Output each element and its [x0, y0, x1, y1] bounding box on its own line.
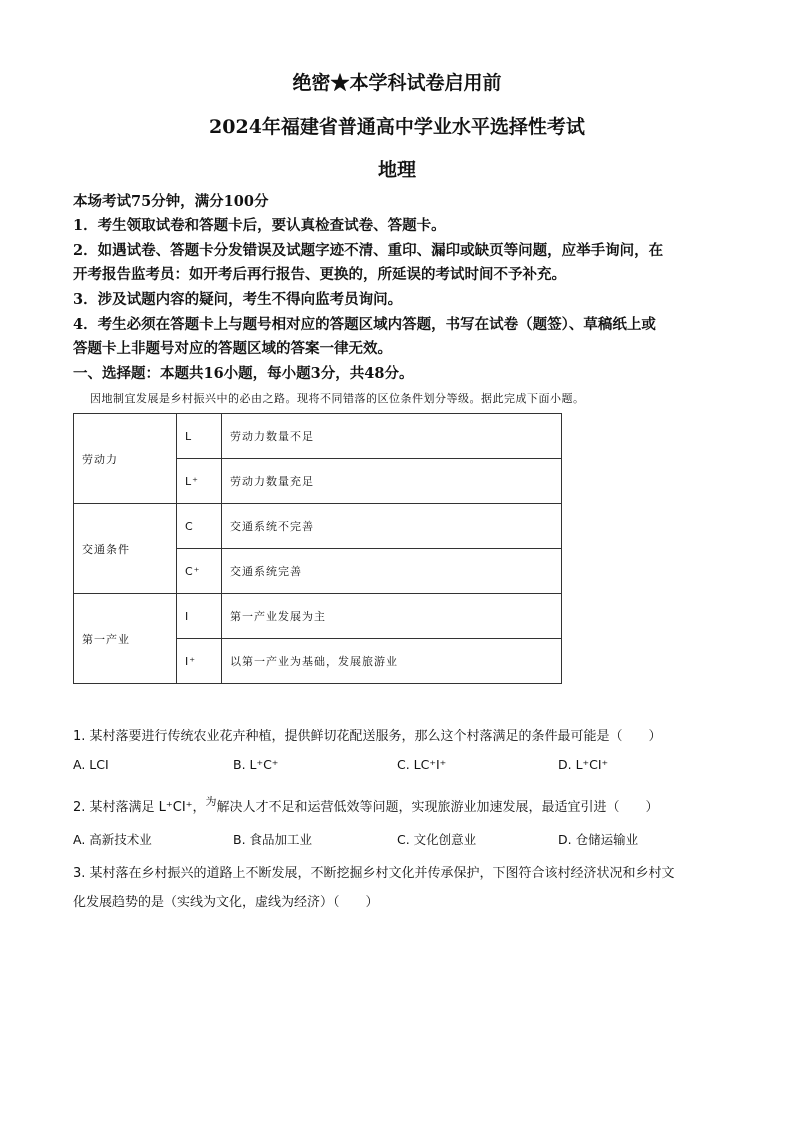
- q2-option-d: D. 仓储运输业: [558, 832, 639, 847]
- location-condition-table: [73, 413, 562, 684]
- question-2-text: [73, 796, 659, 815]
- category-transport: 交通条件: [74, 504, 177, 594]
- exam-duration: 本场考试75分钟，满分100分: [73, 193, 269, 210]
- code-cell: L⁺: [177, 459, 222, 504]
- desc-cell: 劳动力数量充足: [222, 459, 562, 504]
- desc-cell: 交通系统不完善: [222, 504, 562, 549]
- instruction-3: 3．涉及试题内容的疑问，考生不得向监考员询问。: [73, 291, 403, 308]
- table-row: [74, 594, 562, 639]
- section-title: 一、选择题：本题共16小题，每小题3分，共48分。: [73, 365, 414, 382]
- code-cell: I: [177, 594, 222, 639]
- q1-option-a: A. LCI: [73, 757, 109, 772]
- confidential-label: 绝密★本学科试卷启用前: [292, 72, 502, 94]
- q1-option-d: D. L⁺CI⁺: [558, 757, 609, 772]
- q1-option-c: C. LC⁺I⁺: [397, 757, 447, 772]
- code-cell: I⁺: [177, 639, 222, 684]
- q2-option-a: A. 高新技术业: [73, 832, 152, 847]
- q2-option-b: B. 食品加工业: [233, 832, 313, 847]
- q2-raised-char: 为: [205, 795, 217, 808]
- instruction-2b: 开考报告监考员：如开考后再行报告、更换的，所延误的考试时间不予补充。: [73, 266, 566, 283]
- subject-title: 地理: [377, 159, 416, 181]
- code-cell: C: [177, 504, 222, 549]
- instruction-1: 1．考生领取试卷和答题卡后，要认真检查试卷、答题卡。: [73, 217, 446, 234]
- table-row: [74, 414, 562, 459]
- question-1-text: 1. 某村落要进行传统农业花卉种植，提供鲜切花配送服务，那么这个村落满足的条件最可能是（ ）: [73, 729, 662, 744]
- exam-title: 2024年福建省普通高中学业水平选择性考试: [209, 116, 585, 138]
- question-intro: 因地制宜发展是乡村振兴中的必由之路。现将不同错落的区位条件划分等级。据此完成下面小题。: [90, 392, 585, 405]
- category-labor: 劳动力: [74, 414, 177, 504]
- desc-cell: 以第一产业为基础，发展旅游业: [222, 639, 562, 684]
- question-3-text-b: 化发展趋势的是（实线为文化，虚线为经济）（ ）: [73, 895, 379, 910]
- instruction-4a: 4．考生必须在答题卡上与题号相对应的答题区域内答题，书写在试卷（题签）、草稿纸上或: [73, 316, 656, 333]
- code-cell: L: [177, 414, 222, 459]
- q2-option-c: C. 文化创意业: [397, 832, 477, 847]
- category-primary-industry: 第一产业: [74, 594, 177, 684]
- q2-text-part-b: 解决人才不足和运营低效等问题，实现旅游业加速发展，最适宜引进（ ）: [216, 800, 659, 815]
- question-3-text-a: 3. 某村落在乡村振兴的道路上不断发展，不断挖掘乡村文化并传承保护，下图符合该村经济状况和乡村文: [73, 866, 675, 881]
- q2-text-part-a: 2. 某村落满足 L⁺CI⁺，: [73, 800, 206, 815]
- instruction-4b: 答题卡上非题号对应的答题区域的答案一律无效。: [73, 340, 392, 357]
- q1-option-b: B. L⁺C⁺: [233, 757, 279, 772]
- desc-cell: 第一产业发展为主: [222, 594, 562, 639]
- desc-cell: 交通系统完善: [222, 549, 562, 594]
- table-row: [74, 504, 562, 549]
- instruction-2a: 2．如遇试卷、答题卡分发错误及试题字迹不清、重印、漏印或缺页等问题，应举手询问，在: [73, 242, 664, 259]
- code-cell: C⁺: [177, 549, 222, 594]
- desc-cell: 劳动力数量不足: [222, 414, 562, 459]
